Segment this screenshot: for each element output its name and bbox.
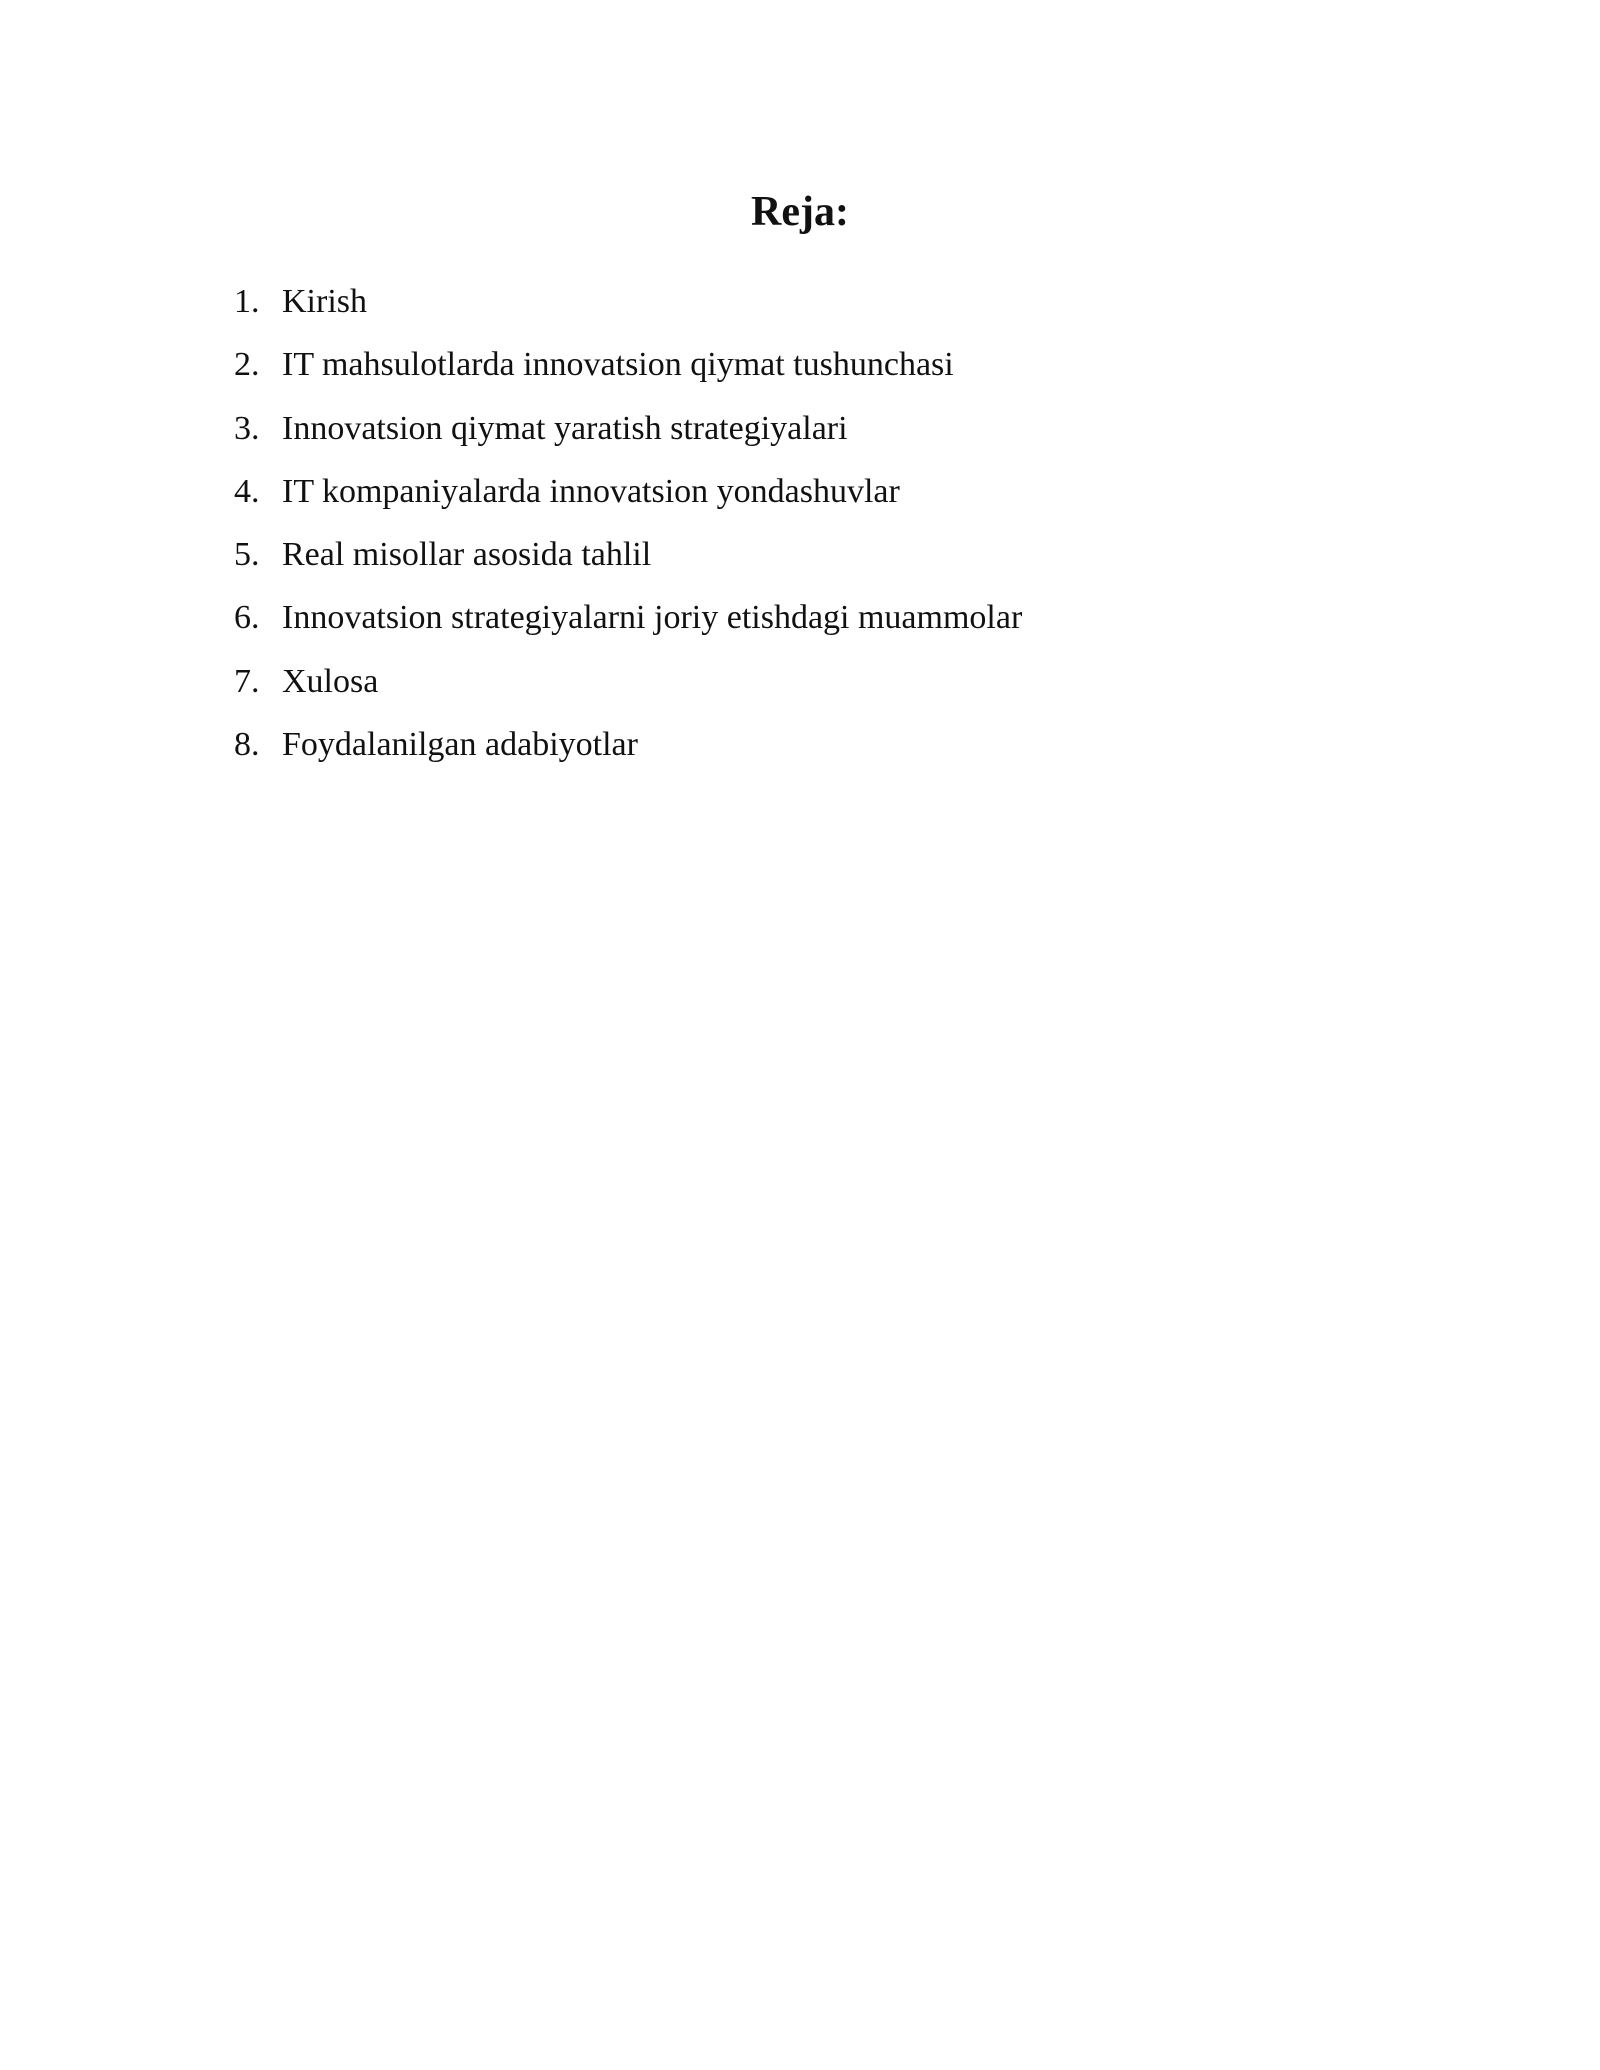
- item-text: Innovatsion strategiyalarni joriy etishdagi muammolar: [282, 599, 1023, 637]
- item-text: Innovatsion qiymat yaratish strategiyalari: [282, 409, 848, 447]
- item-number: 6.: [234, 599, 260, 637]
- list-item: [234, 403, 1022, 466]
- list-item: [234, 339, 1022, 402]
- item-text: IT kompaniyalarda innovatsion yondashuvlar: [282, 472, 900, 510]
- list-item: [234, 466, 1022, 529]
- list-item: [234, 719, 1022, 782]
- item-number: 2.: [234, 346, 260, 384]
- list-item: [234, 592, 1022, 655]
- plan-list: [234, 276, 1022, 782]
- item-number: 4.: [234, 472, 260, 510]
- list-item: [234, 529, 1022, 592]
- item-number: 7.: [234, 662, 260, 700]
- item-text: IT mahsulotlarda innovatsion qiymat tushunchasi: [282, 346, 954, 384]
- page-title: Reja:: [751, 189, 849, 235]
- item-number: 8.: [234, 726, 260, 764]
- item-text: Foydalanilgan adabiyotlar: [282, 726, 638, 764]
- item-number: 5.: [234, 536, 260, 574]
- item-text: Real misollar asosida tahlil: [282, 536, 652, 574]
- item-text: Kirish: [282, 283, 367, 320]
- item-text: Xulosa: [282, 662, 379, 700]
- item-number: 1.: [234, 283, 260, 320]
- list-item: [234, 276, 1022, 339]
- item-number: 3.: [234, 409, 260, 447]
- list-item: [234, 656, 1022, 719]
